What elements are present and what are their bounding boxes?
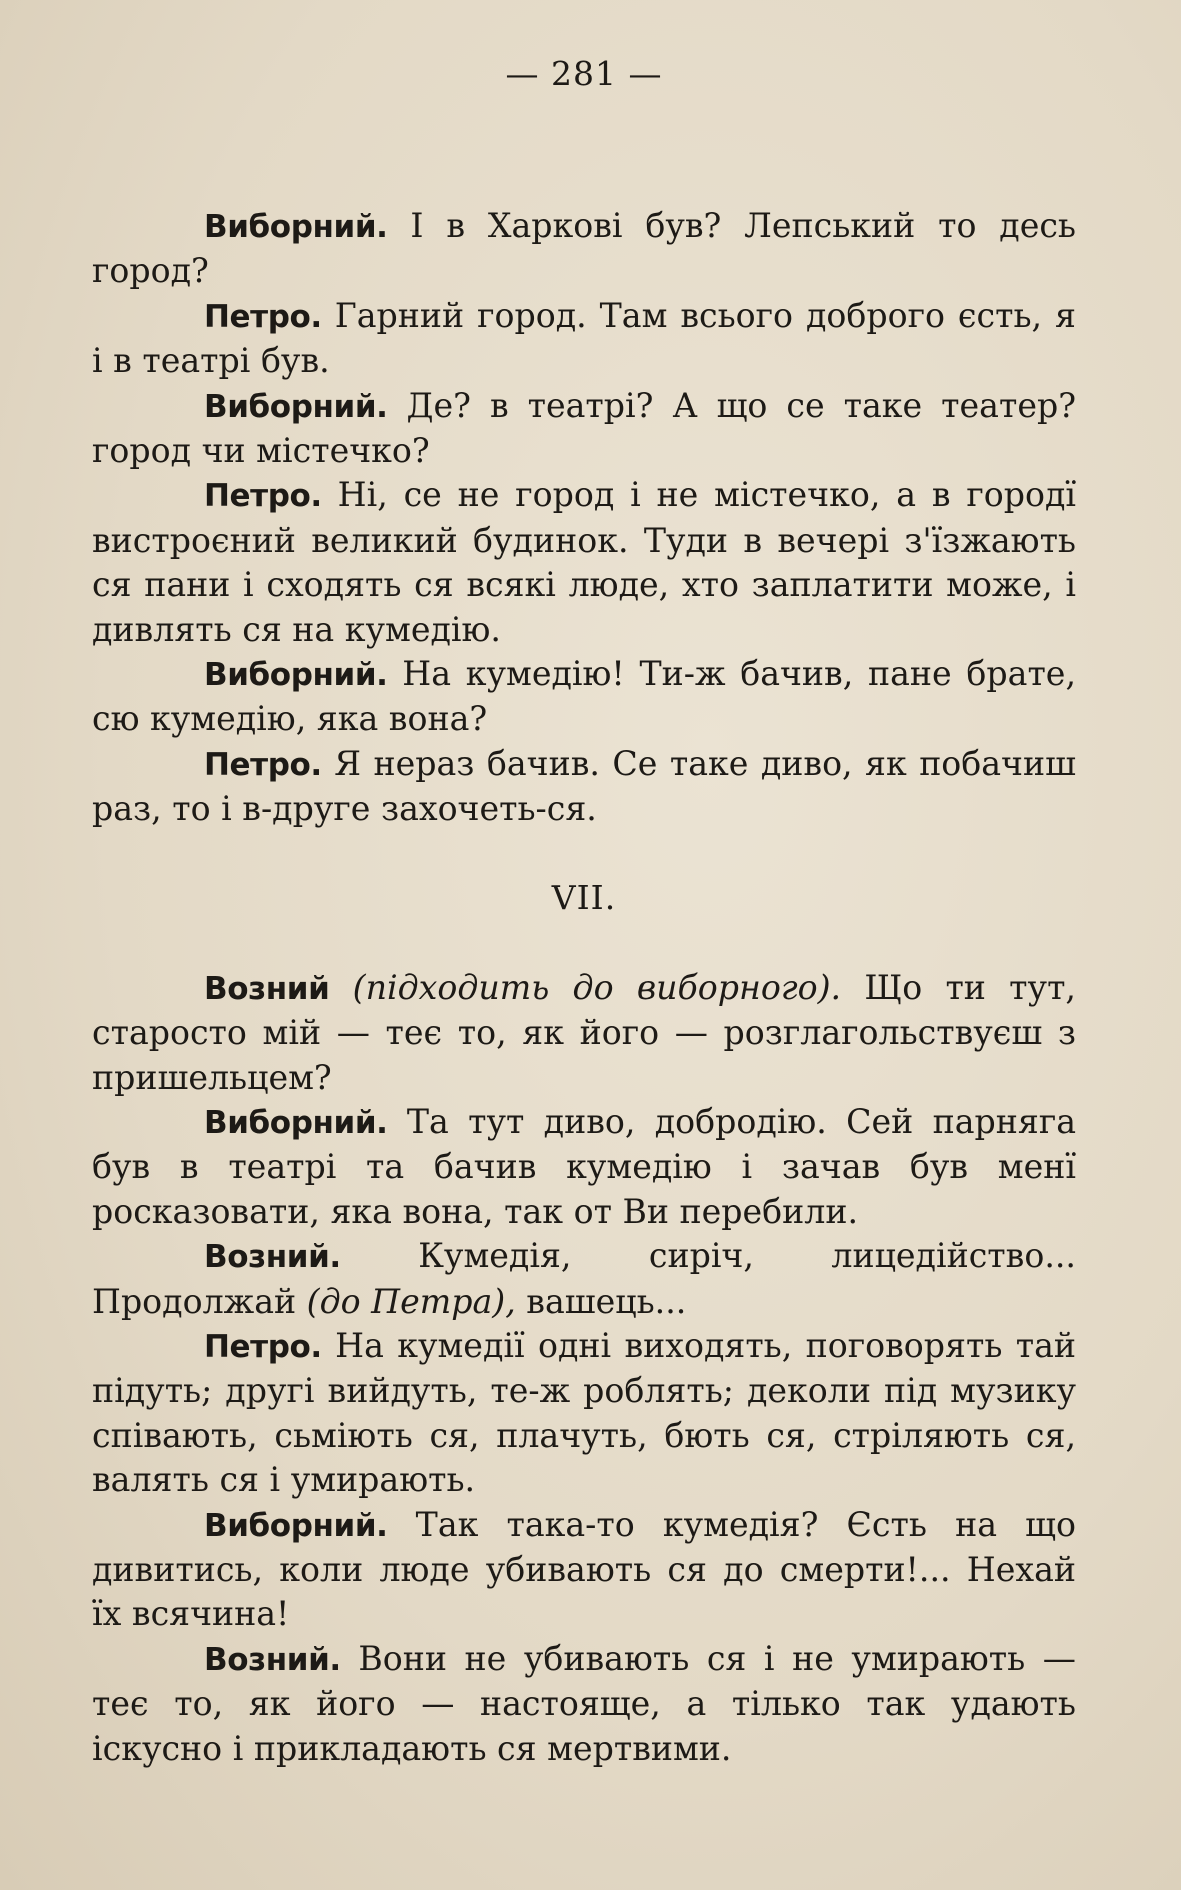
- speech-line: [92, 384, 1076, 474]
- speech-text: Вони не убивають ся і не умирають — теє то, як його — настояще, а тілько так удають іскусно і прикладають ся мертвими.: [92, 1638, 1076, 1768]
- speaker-name: Петро.: [204, 1328, 322, 1365]
- stage-direction: (до Петра),: [306, 1281, 516, 1321]
- speech-line: [92, 1234, 1076, 1324]
- section-heading: VII.: [551, 877, 617, 917]
- speech-line: [92, 652, 1076, 742]
- speech-text: На кумедії одні виходять, поговорять тай підуть; другі вийдуть, те-ж роблять; деколи під музику співають, сьміють ся, плачуть, бють ся, стріляють ся, валять ся і умирають.: [92, 1325, 1076, 1500]
- speech-text: Я нераз бачив. Се таке диво, як побачиш раз, то і в-друге захочеть-ся.: [92, 743, 1076, 829]
- speech-text: Кумедія, сиріч, лицедійство... Продолжай: [92, 1236, 1076, 1321]
- speaker-name: Петро.: [204, 478, 322, 515]
- speech-line: [92, 204, 1076, 294]
- speaker-name: Виборний.: [204, 1507, 388, 1544]
- dialogue-before: [92, 204, 1076, 832]
- speech-text: [329, 968, 352, 1007]
- speech-line: [92, 294, 1076, 384]
- stage-direction: (підходить до виборного).: [352, 967, 842, 1007]
- speaker-name: Виборний.: [204, 209, 388, 245]
- speech-line: [92, 1100, 1076, 1234]
- speaker-name: Петро.: [204, 746, 322, 783]
- speech-text: вашець...: [515, 1281, 687, 1321]
- speaker-name: Виборний.: [204, 1104, 388, 1141]
- speaker-name: Возний: [204, 970, 330, 1007]
- speech-line: [92, 1324, 1076, 1503]
- speaker-name: Виборний.: [204, 657, 388, 694]
- speech-text: Де? в театрі? А що се таке театер? город чи містечко?: [92, 385, 1076, 471]
- speech-text: На кумедію! Ти-ж бачив, пане брате, сю кумедію, яка вона?: [92, 654, 1076, 739]
- speech-line: [92, 473, 1076, 652]
- speaker-name: Возний.: [204, 1239, 341, 1276]
- speech-text: І в Харкові був? Лепський то десь город?: [92, 206, 1076, 291]
- dialogue-after: [92, 966, 1076, 1771]
- speech-line: [92, 966, 1076, 1100]
- speech-text: Що ти тут, старосто мій — теє то, як його — розглагольствуєш з пришельцем?: [92, 967, 1076, 1097]
- speech-line: [92, 742, 1076, 832]
- speech-text: Та тут диво, добродію. Сей парняга був в театрі та бачив кумедію і зачав був менї росказовати, яка вона, так от Ви перебили.: [92, 1101, 1076, 1231]
- book-page: [92, 48, 1076, 1771]
- speech-line: [92, 1637, 1076, 1771]
- speaker-name: Петро.: [204, 298, 322, 335]
- speech-text: Так така-то кумедія? Єсть на що дивитись, коли люде убивають ся до смерти!... Нехай їх всячина!: [92, 1504, 1076, 1634]
- speaker-name: Виборний.: [204, 388, 388, 425]
- speech-line: [92, 1503, 1076, 1637]
- speech-text: Ні, се не город і не містечко, а в городї вистроєний великий будинок. Туди в вечері з'їзжають ся пани і сходять ся всякі люде, хто заплатити може, і дивлять ся на кумедію.: [92, 475, 1076, 649]
- speaker-name: Возний.: [204, 1641, 341, 1678]
- page-number: — 281 —: [505, 54, 663, 93]
- speech-text: Гарний город. Там всього доброго єсть, я і в театрі був.: [92, 295, 1076, 381]
